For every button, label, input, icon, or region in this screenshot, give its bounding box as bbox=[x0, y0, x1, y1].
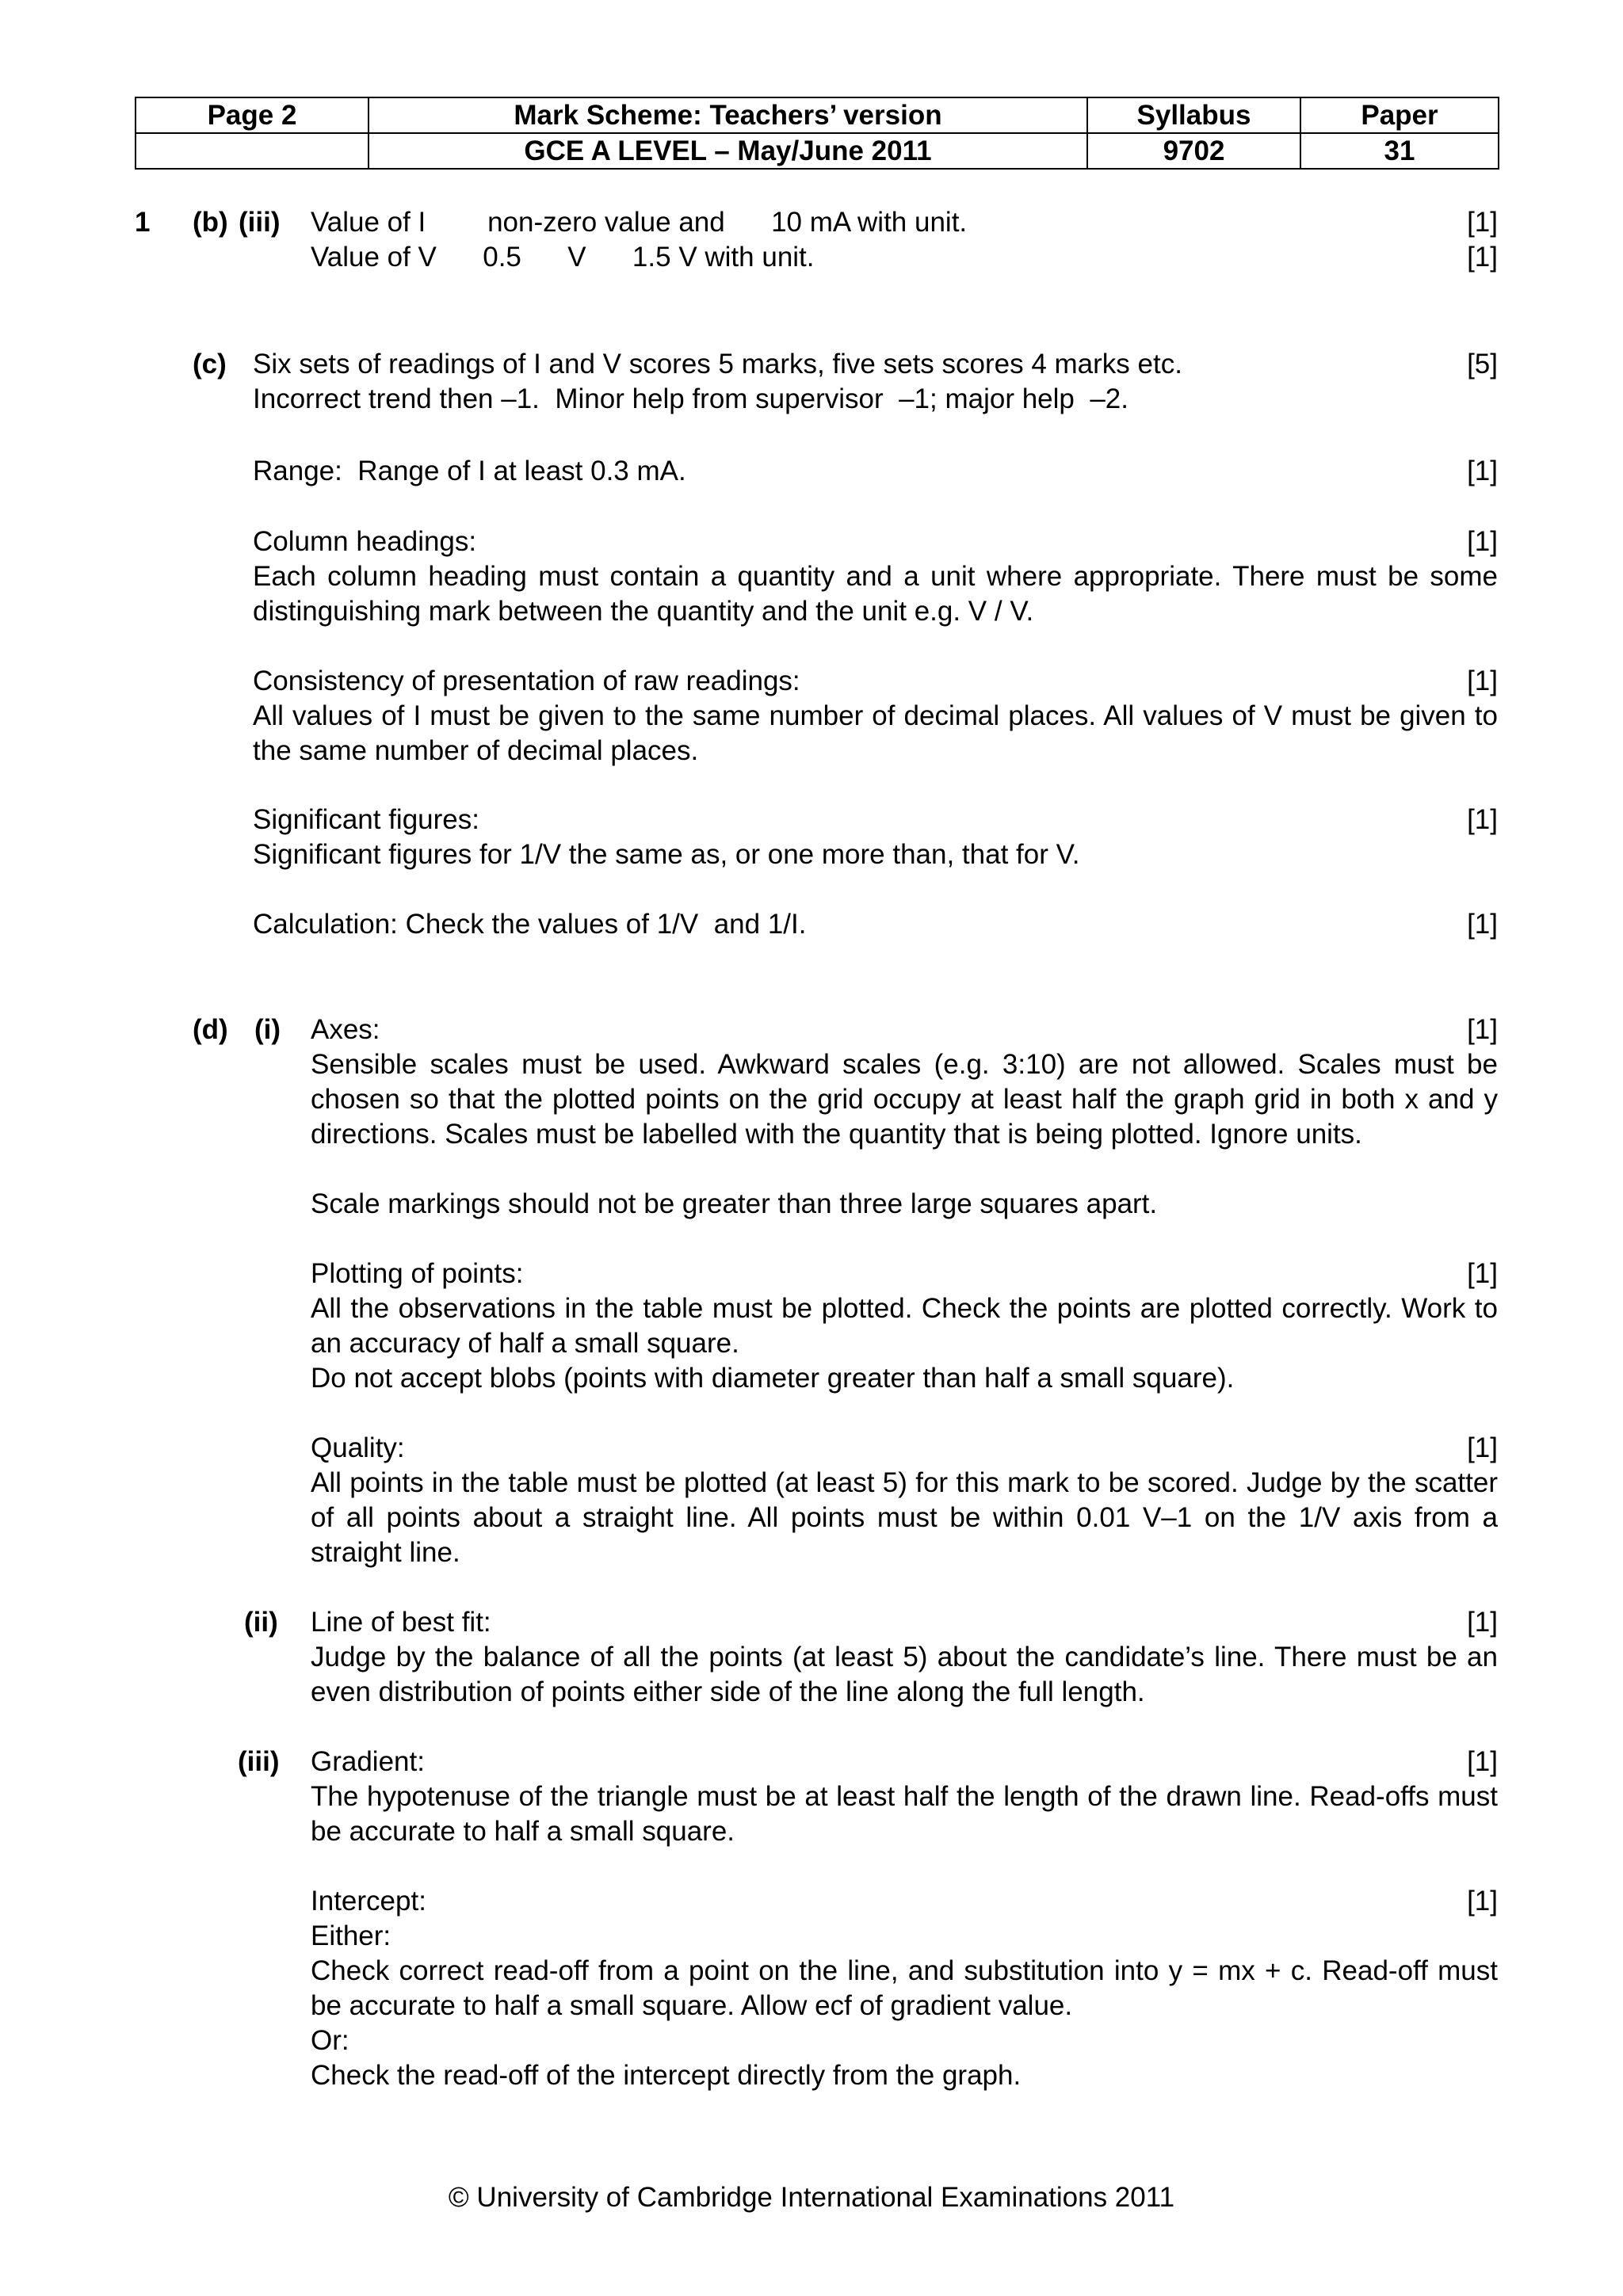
quality-mark: [1] bbox=[1467, 1432, 1498, 1463]
best-fit-text: Judge by the balance of all the points (at least 5) about the candidate’s line. There must be an even distribution of points either side of the line along the full length. bbox=[311, 1642, 1498, 1707]
quality-text: All points in the table must be plotted (at least 5) for this mark to be scored. Judge by the scatter of all points about a straight line. All points must be within 0.01 V–1 on the 1/V axis from a straight line. bbox=[311, 1467, 1498, 1568]
plotting-title: Plotting of points: bbox=[311, 1258, 524, 1289]
calculation-line: Calculation: Check the values of 1/V and 1/I. bbox=[253, 909, 807, 940]
best-fit-title: Line of best fit: bbox=[311, 1607, 491, 1638]
consistency-title: Consistency of presentation of raw readings: bbox=[253, 666, 800, 696]
header-paper-number: 31 bbox=[1300, 133, 1499, 169]
header-blank bbox=[136, 133, 369, 169]
axes-text-2: Scale markings should not be greater than three large squares apart. bbox=[311, 1188, 1158, 1219]
axes-mark: [1] bbox=[1467, 1014, 1498, 1045]
header-syllabus-label: Syllabus bbox=[1087, 97, 1300, 133]
consistency-text: All values of I must be given to the same number of decimal places. All values of V must be given to the same number of decimal places. bbox=[253, 700, 1498, 766]
axes-text: Sensible scales must be used. Awkward scales (e.g. 3:10) are not allowed. Scales must be chosen so that the plotted points on the grid occupy at least half the graph grid in both x and y directions. Scales must be labelled with the quantity that is being plotted. Ignore units. bbox=[311, 1049, 1498, 1150]
gradient-title: Gradient: bbox=[311, 1746, 425, 1777]
sig-figs-text: Significant figures for 1/V the same as, or one more than, that for V. bbox=[253, 839, 1080, 870]
part-b-label: (b) bbox=[193, 207, 228, 238]
sig-figs-title: Significant figures: bbox=[253, 804, 479, 835]
header-row-2 bbox=[136, 133, 1499, 169]
part-c-label: (c) bbox=[193, 349, 227, 379]
header-row-1 bbox=[136, 97, 1499, 133]
readings-mark: [5] bbox=[1467, 349, 1498, 379]
sub-i-label: (i) bbox=[254, 1014, 281, 1045]
header-page: Page 2 bbox=[136, 97, 369, 133]
either-label: Either: bbox=[311, 1920, 391, 1951]
axes-title: Axes: bbox=[311, 1014, 380, 1045]
trend-line: Incorrect trend then –1. Minor help from supervisor –1; major help –2. bbox=[253, 383, 1128, 414]
value-of-v-mark: [1] bbox=[1467, 242, 1498, 273]
consistency-mark: [1] bbox=[1467, 666, 1498, 696]
gradient-mark: [1] bbox=[1467, 1746, 1498, 1777]
calculation-mark: [1] bbox=[1467, 909, 1498, 940]
or-text: Check the read-off of the intercept directly from the graph. bbox=[311, 2060, 1022, 2091]
footer-copyright: © University of Cambridge International Examinations 2011 bbox=[448, 2182, 1175, 2213]
quality-title: Quality: bbox=[311, 1432, 405, 1463]
header-paper-label: Paper bbox=[1300, 97, 1499, 133]
header-syllabus-code: 9702 bbox=[1087, 133, 1300, 169]
sig-figs-mark: [1] bbox=[1467, 804, 1498, 835]
plotting-mark: [1] bbox=[1467, 1258, 1498, 1289]
plotting-text-2: Do not accept blobs (points with diameter greater than half a small square). bbox=[311, 1363, 1235, 1394]
plotting-text: All the observations in the table must be plotted. Check the points are plotted correctly. Work to an accuracy of half a small square. bbox=[311, 1293, 1498, 1359]
value-of-i-line: Value of I non-zero value and 10 mA with unit. bbox=[311, 207, 968, 238]
question-number: 1 bbox=[135, 207, 151, 238]
or-label: Or: bbox=[311, 2025, 349, 2056]
value-of-v-line: Value of V 0.5 V 1.5 V with unit. bbox=[311, 242, 815, 273]
range-mark: [1] bbox=[1467, 456, 1498, 486]
range-line: Range: Range of I at least 0.3 mA. bbox=[253, 456, 686, 486]
best-fit-mark: [1] bbox=[1467, 1607, 1498, 1638]
column-headings-title: Column headings: bbox=[253, 526, 477, 557]
intercept-title: Intercept: bbox=[311, 1886, 426, 1917]
sub-iii-label: (iii) bbox=[239, 207, 281, 238]
intercept-mark: [1] bbox=[1467, 1886, 1498, 1917]
header-table bbox=[135, 97, 1499, 170]
readings-line: Six sets of readings of I and V scores 5 marks, five sets scores 4 marks etc. bbox=[253, 349, 1182, 379]
column-headings-mark: [1] bbox=[1467, 526, 1498, 557]
header-title: Mark Scheme: Teachers’ version bbox=[369, 97, 1087, 133]
sub-ii-label: (ii) bbox=[244, 1607, 278, 1638]
sub-iii-d-label: (iii) bbox=[238, 1746, 280, 1777]
gradient-text: The hypotenuse of the triangle must be at least half the length of the drawn line. Read-offs must be accurate to half a small square. bbox=[311, 1781, 1498, 1847]
value-of-i-mark: [1] bbox=[1467, 207, 1498, 238]
part-d-label: (d) bbox=[193, 1014, 228, 1045]
header-exam: GCE A LEVEL – May/June 2011 bbox=[369, 133, 1087, 169]
either-text: Check correct read-off from a point on the line, and substitution into y = mx + c. Read-off must be accurate to half a small square. Allow ecf of gradient value. bbox=[311, 1955, 1498, 2021]
column-headings-text: Each column heading must contain a quantity and a unit where appropriate. There must be some distinguishing mark between the quantity and the unit e.g. V / V. bbox=[253, 561, 1498, 627]
